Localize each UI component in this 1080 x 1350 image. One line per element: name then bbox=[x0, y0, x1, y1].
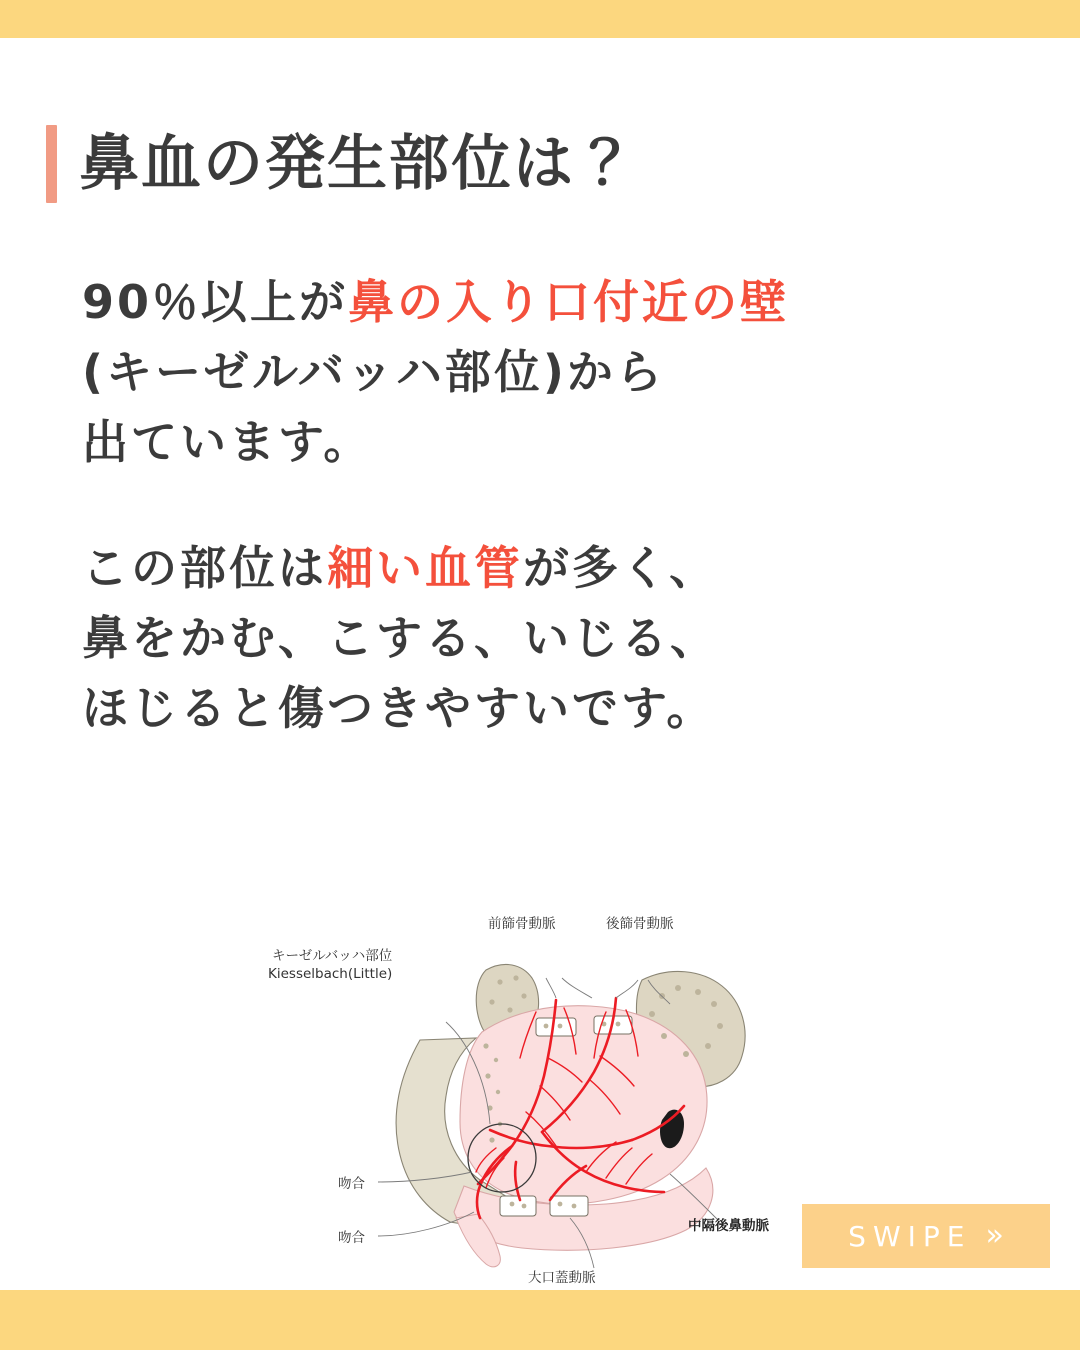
paragraph-2-line-3: ほじると傷つきやすいです。 bbox=[82, 680, 716, 735]
paragraph-1-highlight-1: 鼻の入り口付近の壁 bbox=[348, 275, 790, 329]
chevron-right-double-icon: » bbox=[985, 1218, 1004, 1253]
paragraph-2-plain-end: が多く、 bbox=[523, 540, 719, 595]
swipe-button[interactable] bbox=[802, 1204, 1050, 1268]
body-text-block bbox=[82, 268, 1042, 743]
paragraph-2-highlight: 細い血管 bbox=[327, 540, 523, 595]
paragraph-1-plain-1: 90％以上が bbox=[82, 275, 349, 329]
label-kiesselbach-jp: キーゼルバッハ部位 bbox=[272, 948, 393, 964]
swipe-button-label: SWIPE bbox=[848, 1219, 972, 1253]
paragraph-2-line-1 bbox=[82, 534, 1042, 604]
title-text: 鼻血の発生部位は？ bbox=[79, 129, 637, 199]
paragraph-1 bbox=[82, 268, 1042, 478]
paragraph-2-plain-start: この部位は bbox=[82, 540, 327, 595]
label-posterior-septal: 中隔後鼻動脈 bbox=[688, 1218, 769, 1234]
label-greater-palatine: 大口蓋動脈 bbox=[528, 1270, 596, 1286]
label-anterior-ethmoidal: 前篩骨動脈 bbox=[488, 916, 556, 932]
paragraph-1-line-3: 出ています。 bbox=[82, 414, 373, 469]
page-title bbox=[46, 125, 637, 203]
label-anastomosis-lower: 吻合 bbox=[338, 1230, 365, 1246]
label-posterior-ethmoidal: 後篩骨動脈 bbox=[606, 916, 674, 932]
paragraph-1-line-2: (キーゼルバッハ部位)から bbox=[82, 344, 665, 399]
label-anastomosis-upper: 吻合 bbox=[338, 1176, 365, 1192]
top-color-band bbox=[0, 0, 1080, 38]
bottom-color-band bbox=[0, 1290, 1080, 1350]
paragraph-2-line-2: 鼻をかむ、こする、いじる、 bbox=[82, 610, 719, 665]
label-kiesselbach-en: Kiesselbach(Little) bbox=[268, 966, 393, 982]
title-accent-bar bbox=[46, 125, 57, 203]
paragraph-1-line-1 bbox=[82, 268, 1042, 338]
paragraph-2 bbox=[82, 534, 1042, 744]
nasal-anatomy-figure bbox=[250, 900, 810, 1290]
